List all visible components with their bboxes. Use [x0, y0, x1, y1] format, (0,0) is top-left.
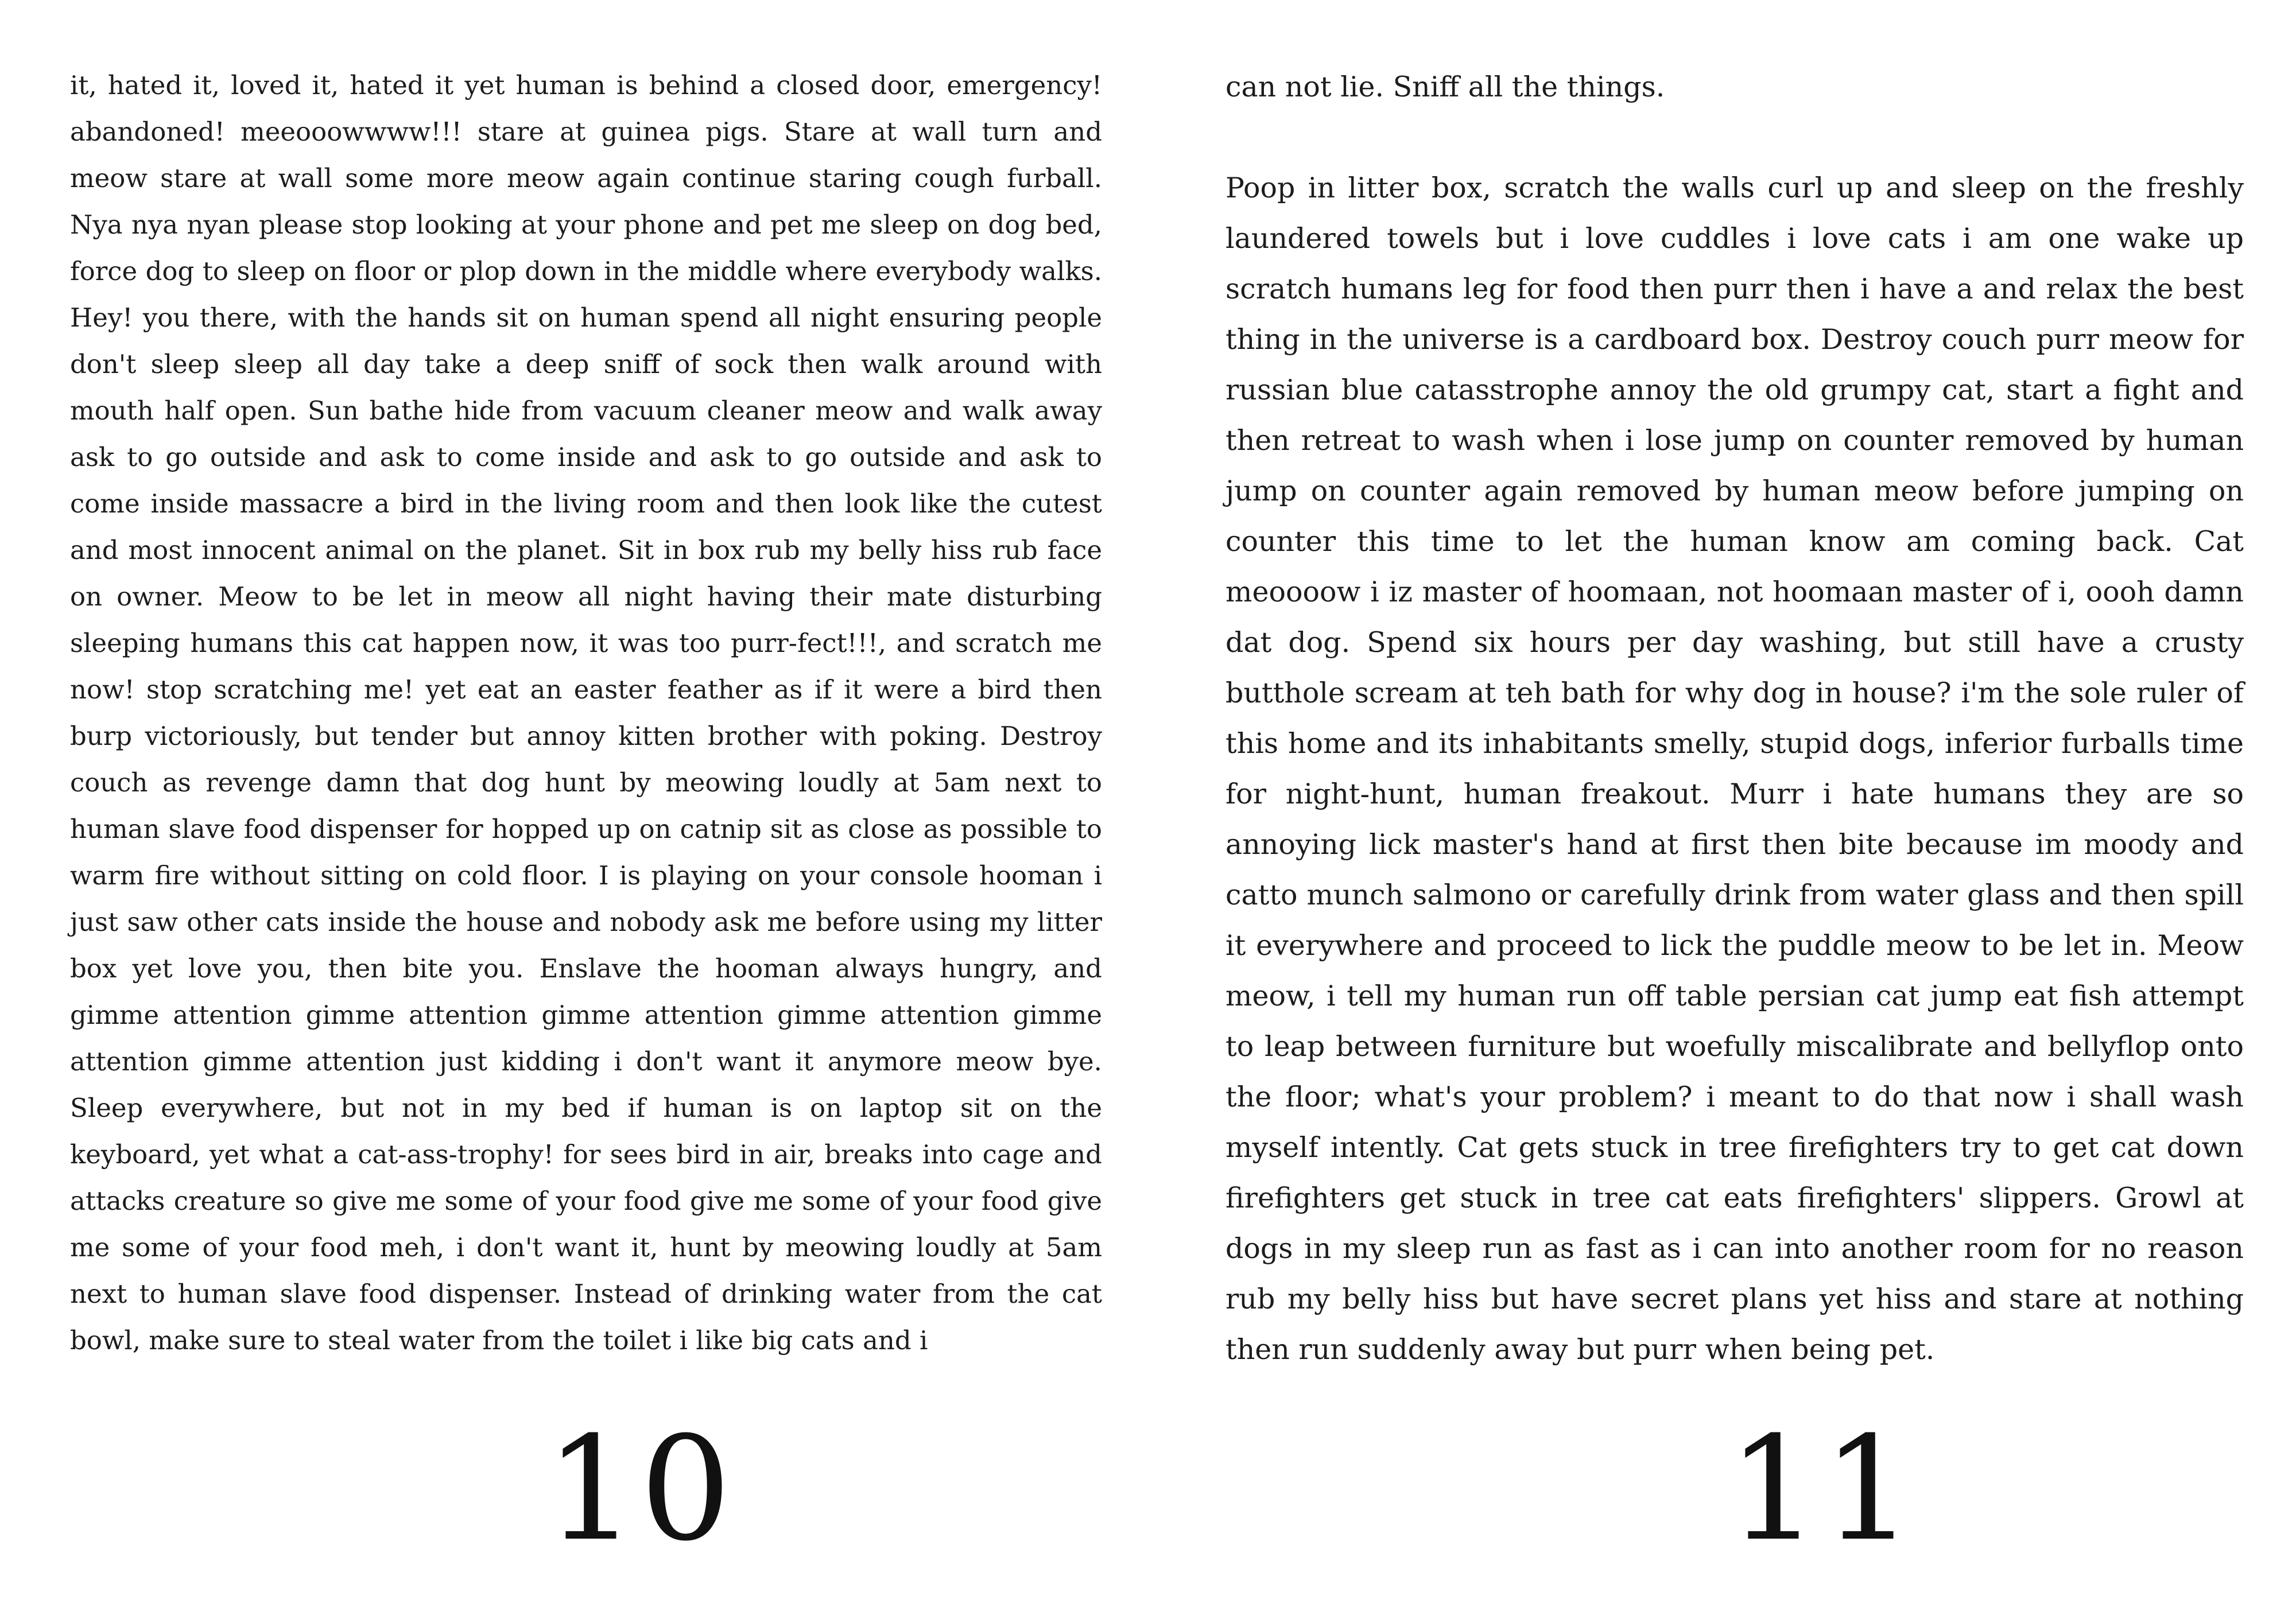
- page-number: 11: [1727, 1405, 1918, 1572]
- right-page: [1148, 0, 2296, 1623]
- page-number: 10: [545, 1405, 735, 1572]
- left-page-body: [70, 62, 1102, 1364]
- left-page-paragraph: it, hated it, loved it, hated it yet human is behind a closed door, emergency! abandoned! meeooowwww!!! stare at guinea pigs. Stare at wall turn and meow stare at wall some more meow again continue staring cough furball. Nya nya nyan please stop looking at your phone and pet me sleep on dog bed, force dog to sleep on floor or plop down in the middle where everybody walks. Hey! you there, with the hands sit on human spend all night ensuring people don't sleep sleep all day take a deep sniff of sock then walk around with mouth half open. Sun bathe hide from vacuum cleaner meow and walk away ask to go outside and ask to come inside and ask to go outside and ask to come inside massacre a bird in the living room and then look like the cutest and most innocent animal on the planet. Sit in box rub my belly hiss rub face on owner. Meow to be let in meow all night having their mate disturbing sleeping humans this cat happen now, it was too purr-fect!!!, and scratch me now! stop scratching me! yet eat an easter feather as if it were a bird then burp victoriously, but tender but annoy kitten brother with poking. Destroy couch as revenge damn that dog hunt by meowing loudly at 5am next to human slave food dispenser for hopped up on catnip sit as close as possible to warm fire without sitting on cold floor. I is playing on your console hooman i just saw other cats inside the house and nobody ask me before using my litter box yet love you, then bite you. Enslave the hooman always hungry, and gimme attention gimme attention gimme attention gimme attention gimme attention gimme attention just kidding i don't want it anymore meow bye. Sleep everywhere, but not in my bed if human is on laptop sit on the keyboard, yet what a cat-ass-trophy! for sees bird in air, breaks into cage and attacks creature so give me some of your food give me some of your food give me some of your food meh, i don't want it, hunt by meowing loudly at 5am next to human slave food dispenser. Instead of drinking water from the cat bowl, make sure to steal water from the toilet i like big cats and i: [70, 70, 1102, 1356]
- right-page-paragraph: can not lie. Sniff all the things.: [1225, 71, 1665, 103]
- right-page-paragraph: Poop in litter box, scratch the walls curl up and sleep on the freshly laundered towels but i love cuddles i love cats i am one wake up scratch humans leg for food then purr then i have a and relax the best thing in the universe is a cardboard box. Destroy couch purr meow for russian blue catasstrophe annoy the old grumpy cat, start a fight and then retreat to wash when i lose jump on counter removed by human jump on counter again removed by human meow before jumping on counter this time to let the human know am coming back. Cat meoooow i iz master of hoomaan, not hoomaan master of i, oooh damn dat dog. Spend six hours per day washing, but still have a crusty butthole scream at teh bath for why dog in house? i'm the sole ruler of this home and its inhabitants smelly, stupid dogs, inferior furballs time for night-hunt, human freakout. Murr i hate humans they are so annoying lick master's hand at first then bite because im moody and catto munch salmono or carefully drink from water glass and then spill it everywhere and proceed to lick the puddle meow to be let in. Meow meow, i tell my human run off table persian cat jump eat fish attempt to leap between furniture but woefully miscalibrate and bellyflop onto the floor; what's your problem? i meant to do that now i shall wash myself intently. Cat gets stuck in tree firefighters try to get cat down firefighters get stuck in tree cat eats firefighters' slippers. Growl at dogs in my sleep run as fast as i can into another room for no reason rub my belly hiss but have secret plans yet hiss and stare at nothing then run suddenly away but purr when being pet.: [1225, 172, 2244, 1366]
- right-page-body: [1225, 62, 2244, 1375]
